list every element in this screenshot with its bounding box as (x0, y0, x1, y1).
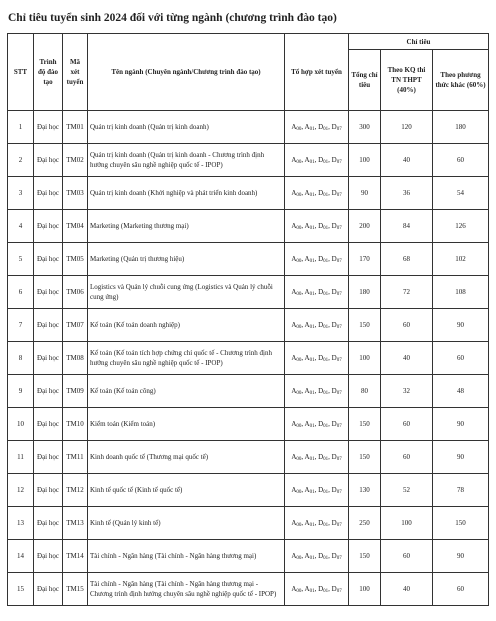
combo-code: D (318, 453, 324, 461)
combo-code-number: 01 (323, 226, 329, 231)
combo-code-number: 01 (323, 556, 329, 561)
table-row (8, 573, 489, 606)
combo-code-number: 07 (336, 259, 342, 264)
combo-code: A (291, 420, 297, 428)
cell-combo: $A_{00}$, $A_{01}$, $D_{01}$, $D_{07}$ (285, 474, 349, 507)
cell-code: TM05 (63, 243, 88, 276)
cell-total: 200 (349, 210, 381, 243)
combo-code-number: 07 (336, 556, 342, 561)
cell-other: 54 (433, 177, 489, 210)
table-body (8, 111, 489, 606)
combo-code: A (304, 585, 310, 593)
combo-code-number: 07 (336, 457, 342, 462)
cell-combo: $A_{00}$, $A_{01}$, $D_{01}$, $D_{07}$ (285, 342, 349, 375)
combo-code-number: 01 (309, 193, 315, 198)
combo-code-number: 00 (296, 127, 302, 132)
combo-code-number: 00 (296, 358, 302, 363)
combo-code-number: 01 (309, 259, 315, 264)
combo-code-number: 01 (323, 193, 329, 198)
cell-other: 180 (433, 111, 489, 144)
cell-combo: $A_{00}$, $A_{01}$, $D_{01}$, $D_{07}$ (285, 309, 349, 342)
combo-code-number: 01 (309, 358, 315, 363)
combo-code-number: 00 (296, 160, 302, 165)
combo-code-number: 01 (309, 589, 315, 594)
page-title: Chỉ tiêu tuyển sinh 2024 đối với từng ngành (chương trình đào tạo) (8, 12, 337, 24)
cell-major: Kế toán (Kế toán doanh nghiệp) (88, 309, 285, 342)
cell-thpt: 40 (381, 573, 433, 606)
combo-code: D (318, 156, 324, 164)
cell-thpt: 32 (381, 375, 433, 408)
combo-code: A (291, 585, 297, 593)
combo-code-number: 01 (323, 523, 329, 528)
cell-level: Đại học (34, 540, 63, 573)
cell-stt: 7 (8, 309, 34, 342)
table-row (8, 111, 489, 144)
cell-stt: 5 (8, 243, 34, 276)
cell-level: Đại học (34, 507, 63, 540)
combo-code: D (318, 387, 324, 395)
combo-code: A (291, 255, 297, 263)
combo-code-number: 00 (296, 424, 302, 429)
combo-code-number: 01 (323, 259, 329, 264)
table-row (8, 276, 489, 309)
combo-code: A (291, 486, 297, 494)
cell-major: Kế toán (Kế toán tích hợp chứng chỉ quốc tế - Chương trình định hướng chuyên sâu nghề nghiệp quốc tế - IPOP) (88, 342, 285, 375)
combo-code-number: 01 (309, 424, 315, 429)
cell-stt: 3 (8, 177, 34, 210)
combo-code-number: 01 (309, 556, 315, 561)
table-row (8, 210, 489, 243)
cell-level: Đại học (34, 474, 63, 507)
cell-other: 60 (433, 342, 489, 375)
combo-code-number: 00 (296, 589, 302, 594)
combo-code: A (304, 123, 310, 131)
combo-code: A (304, 453, 310, 461)
table-row (8, 441, 489, 474)
cell-combo: $A_{00}$, $A_{01}$, $D_{01}$, $D_{07}$ (285, 177, 349, 210)
combo-code: D (331, 486, 337, 494)
combo-code-number: 07 (336, 523, 342, 528)
cell-other: 60 (433, 573, 489, 606)
combo-code: D (318, 288, 324, 296)
combo-code-number: 07 (336, 226, 342, 231)
cell-level: Đại học (34, 441, 63, 474)
combo-code-number: 01 (323, 457, 329, 462)
combo-code: A (304, 321, 310, 329)
combo-code-number: 07 (336, 358, 342, 363)
combo-code-number: 01 (323, 160, 329, 165)
combo-code-number: 00 (296, 193, 302, 198)
header-level: Trình độ đào tạo (34, 34, 63, 111)
cell-level: Đại học (34, 210, 63, 243)
cell-major: Quản trị kinh doanh (Quản trị kinh doanh) (88, 111, 285, 144)
cell-level: Đại học (34, 111, 63, 144)
cell-level: Đại học (34, 573, 63, 606)
cell-code: TM12 (63, 474, 88, 507)
cell-combo: $A_{00}$, $A_{01}$, $D_{01}$, $D_{07}$ (285, 408, 349, 441)
combo-code-number: 01 (309, 127, 315, 132)
combo-code-number: 07 (336, 193, 342, 198)
combo-code-number: 00 (296, 325, 302, 330)
combo-code: A (304, 255, 310, 263)
combo-code-number: 01 (309, 457, 315, 462)
cell-level: Đại học (34, 309, 63, 342)
cell-combo: $A_{00}$, $A_{01}$, $D_{01}$, $D_{07}$ (285, 111, 349, 144)
cell-code: TM06 (63, 276, 88, 309)
combo-code-number: 01 (309, 391, 315, 396)
combo-code-number: 07 (336, 490, 342, 495)
cell-code: TM01 (63, 111, 88, 144)
cell-major: Kiểm toán (Kiểm toán) (88, 408, 285, 441)
cell-thpt: 72 (381, 276, 433, 309)
cell-level: Đại học (34, 342, 63, 375)
cell-major: Kế toán (Kế toán công) (88, 375, 285, 408)
cell-major: Kinh tế quốc tế (Kinh tế quốc tế) (88, 474, 285, 507)
combo-code: A (291, 453, 297, 461)
cell-thpt: 40 (381, 342, 433, 375)
cell-total: 150 (349, 408, 381, 441)
header-quota: Chỉ tiêu (349, 34, 489, 50)
cell-stt: 10 (8, 408, 34, 441)
combo-code: A (304, 486, 310, 494)
cell-stt: 13 (8, 507, 34, 540)
cell-other: 108 (433, 276, 489, 309)
combo-code-number: 01 (309, 523, 315, 528)
combo-code: D (318, 189, 324, 197)
cell-major: Logistics và Quản lý chuỗi cung ứng (Logistics và Quản lý chuỗi cung ứng) (88, 276, 285, 309)
table-row (8, 507, 489, 540)
cell-stt: 8 (8, 342, 34, 375)
cell-level: Đại học (34, 243, 63, 276)
cell-combo: $A_{00}$, $A_{01}$, $D_{01}$, $D_{07}$ (285, 507, 349, 540)
combo-code-number: 01 (309, 160, 315, 165)
combo-code-number: 07 (336, 589, 342, 594)
cell-stt: 12 (8, 474, 34, 507)
cell-total: 300 (349, 111, 381, 144)
combo-code: D (331, 387, 337, 395)
cell-other: 90 (433, 441, 489, 474)
combo-code-number: 01 (309, 490, 315, 495)
table-row (8, 309, 489, 342)
cell-thpt: 40 (381, 144, 433, 177)
cell-total: 80 (349, 375, 381, 408)
header-other: Theo phương thức khác (60%) (433, 50, 489, 111)
cell-major: Kinh doanh quốc tế (Thương mại quốc tế) (88, 441, 285, 474)
cell-stt: 6 (8, 276, 34, 309)
combo-code: A (304, 354, 310, 362)
combo-code: A (304, 288, 310, 296)
combo-code: D (331, 156, 337, 164)
combo-code: D (318, 585, 324, 593)
cell-other: 90 (433, 408, 489, 441)
combo-code-number: 00 (296, 556, 302, 561)
combo-code: A (291, 519, 297, 527)
table-row (8, 342, 489, 375)
cell-major: Quản trị kinh doanh (Quản trị kinh doanh - Chương trình định hướng chuyên sâu nghề nghiệp quốc tế - IPOP) (88, 144, 285, 177)
combo-code-number: 01 (309, 226, 315, 231)
cell-major: Marketing (Marketing thương mại) (88, 210, 285, 243)
cell-combo: $A_{00}$, $A_{01}$, $D_{01}$, $D_{07}$ (285, 210, 349, 243)
cell-combo: $A_{00}$, $A_{01}$, $D_{01}$, $D_{07}$ (285, 276, 349, 309)
cell-combo: $A_{00}$, $A_{01}$, $D_{01}$, $D_{07}$ (285, 243, 349, 276)
combo-code: A (291, 156, 297, 164)
combo-code: D (318, 255, 324, 263)
cell-stt: 2 (8, 144, 34, 177)
cell-thpt: 100 (381, 507, 433, 540)
cell-other: 102 (433, 243, 489, 276)
cell-code: TM07 (63, 309, 88, 342)
cell-thpt: 120 (381, 111, 433, 144)
combo-code: D (331, 585, 337, 593)
cell-total: 100 (349, 342, 381, 375)
table-row (8, 540, 489, 573)
cell-stt: 11 (8, 441, 34, 474)
cell-combo: $A_{00}$, $A_{01}$, $D_{01}$, $D_{07}$ (285, 540, 349, 573)
cell-total: 150 (349, 441, 381, 474)
cell-thpt: 52 (381, 474, 433, 507)
cell-combo: $A_{00}$, $A_{01}$, $D_{01}$, $D_{07}$ (285, 441, 349, 474)
cell-code: TM14 (63, 540, 88, 573)
cell-code: TM04 (63, 210, 88, 243)
cell-stt: 4 (8, 210, 34, 243)
combo-code-number: 01 (323, 490, 329, 495)
combo-code-number: 01 (323, 358, 329, 363)
combo-code: D (331, 453, 337, 461)
combo-code: D (331, 288, 337, 296)
cell-other: 60 (433, 144, 489, 177)
combo-code: A (304, 156, 310, 164)
cell-total: 100 (349, 144, 381, 177)
header-total: Tổng chỉ tiêu (349, 50, 381, 111)
cell-level: Đại học (34, 375, 63, 408)
cell-stt: 14 (8, 540, 34, 573)
cell-thpt: 60 (381, 540, 433, 573)
cell-code: TM10 (63, 408, 88, 441)
combo-code: A (291, 354, 297, 362)
cell-major: Kinh tế (Quản lý kinh tế) (88, 507, 285, 540)
combo-code-number: 00 (296, 226, 302, 231)
combo-code-number: 01 (323, 325, 329, 330)
cell-code: TM03 (63, 177, 88, 210)
cell-stt: 1 (8, 111, 34, 144)
combo-code-number: 01 (323, 391, 329, 396)
combo-code: D (331, 552, 337, 560)
combo-code: D (331, 354, 337, 362)
header-major: Tên ngành (Chuyên ngành/Chương trình đào tạo) (88, 34, 285, 111)
cell-combo: $A_{00}$, $A_{01}$, $D_{01}$, $D_{07}$ (285, 375, 349, 408)
combo-code: A (304, 420, 310, 428)
combo-code-number: 07 (336, 160, 342, 165)
cell-code: TM13 (63, 507, 88, 540)
combo-code: A (304, 189, 310, 197)
cell-stt: 9 (8, 375, 34, 408)
cell-other: 126 (433, 210, 489, 243)
cell-thpt: 60 (381, 441, 433, 474)
combo-code-number: 00 (296, 259, 302, 264)
table-row (8, 144, 489, 177)
combo-code: A (291, 189, 297, 197)
combo-code: A (291, 321, 297, 329)
cell-code: TM15 (63, 573, 88, 606)
header-stt: STT (8, 34, 34, 111)
header-combo: Tổ hợp xét tuyển (285, 34, 349, 111)
combo-code: D (331, 420, 337, 428)
combo-code: D (331, 189, 337, 197)
cell-major: Quản trị kinh doanh (Khởi nghiệp và phát triển kinh doanh) (88, 177, 285, 210)
combo-code: D (318, 552, 324, 560)
cell-total: 100 (349, 573, 381, 606)
cell-total: 150 (349, 309, 381, 342)
combo-code-number: 07 (336, 292, 342, 297)
combo-code: D (318, 321, 324, 329)
combo-code-number: 01 (309, 292, 315, 297)
cell-total: 130 (349, 474, 381, 507)
combo-code: D (331, 255, 337, 263)
combo-code-number: 07 (336, 424, 342, 429)
table-header (8, 34, 489, 111)
cell-code: TM08 (63, 342, 88, 375)
combo-code-number: 00 (296, 490, 302, 495)
cell-total: 150 (349, 540, 381, 573)
cell-level: Đại học (34, 276, 63, 309)
quota-table (7, 33, 489, 606)
cell-total: 180 (349, 276, 381, 309)
combo-code: A (291, 387, 297, 395)
cell-stt: 15 (8, 573, 34, 606)
combo-code-number: 01 (323, 589, 329, 594)
cell-thpt: 36 (381, 177, 433, 210)
combo-code: D (318, 123, 324, 131)
cell-other: 150 (433, 507, 489, 540)
combo-code: D (318, 486, 324, 494)
cell-other: 90 (433, 309, 489, 342)
cell-code: TM02 (63, 144, 88, 177)
combo-code: A (304, 552, 310, 560)
combo-code-number: 00 (296, 391, 302, 396)
combo-code: A (304, 387, 310, 395)
cell-major: Tài chính - Ngân hàng (Tài chính - Ngân hàng thương mại) (88, 540, 285, 573)
cell-level: Đại học (34, 144, 63, 177)
cell-total: 90 (349, 177, 381, 210)
combo-code: D (331, 321, 337, 329)
combo-code: D (318, 420, 324, 428)
cell-code: TM11 (63, 441, 88, 474)
cell-combo: $A_{00}$, $A_{01}$, $D_{01}$, $D_{07}$ (285, 144, 349, 177)
cell-other: 48 (433, 375, 489, 408)
table-row (8, 474, 489, 507)
cell-thpt: 60 (381, 309, 433, 342)
combo-code-number: 07 (336, 325, 342, 330)
cell-combo: $A_{00}$, $A_{01}$, $D_{01}$, $D_{07}$ (285, 573, 349, 606)
combo-code: A (291, 123, 297, 131)
combo-code-number: 01 (323, 424, 329, 429)
cell-thpt: 84 (381, 210, 433, 243)
cell-major: Marketing (Quản trị thương hiệu) (88, 243, 285, 276)
header-thpt: Theo KQ thi TN THPT (40%) (381, 50, 433, 111)
combo-code-number: 00 (296, 457, 302, 462)
table-row (8, 375, 489, 408)
combo-code-number: 00 (296, 292, 302, 297)
cell-total: 250 (349, 507, 381, 540)
cell-major: Tài chính - Ngân hàng (Tài chính - Ngân hàng thương mại - Chương trình định hướng chuyên sâu nghề nghiệp quốc tế - IPOP) (88, 573, 285, 606)
combo-code: A (291, 288, 297, 296)
cell-thpt: 68 (381, 243, 433, 276)
cell-code: TM09 (63, 375, 88, 408)
combo-code-number: 01 (323, 127, 329, 132)
combo-code: A (304, 519, 310, 527)
combo-code: D (318, 222, 324, 230)
combo-code: D (318, 519, 324, 527)
combo-code: A (291, 552, 297, 560)
combo-code-number: 00 (296, 523, 302, 528)
header-code: Mã xét tuyển (63, 34, 88, 111)
table-row (8, 408, 489, 441)
cell-thpt: 60 (381, 408, 433, 441)
combo-code-number: 07 (336, 127, 342, 132)
cell-other: 78 (433, 474, 489, 507)
combo-code: D (318, 354, 324, 362)
cell-level: Đại học (34, 177, 63, 210)
combo-code-number: 01 (323, 292, 329, 297)
combo-code: D (331, 519, 337, 527)
cell-other: 90 (433, 540, 489, 573)
combo-code: D (331, 123, 337, 131)
combo-code-number: 07 (336, 391, 342, 396)
cell-total: 170 (349, 243, 381, 276)
combo-code: A (291, 222, 297, 230)
combo-code-number: 01 (309, 325, 315, 330)
combo-code: D (331, 222, 337, 230)
combo-code: A (304, 222, 310, 230)
table-row (8, 177, 489, 210)
table-row (8, 243, 489, 276)
cell-level: Đại học (34, 408, 63, 441)
